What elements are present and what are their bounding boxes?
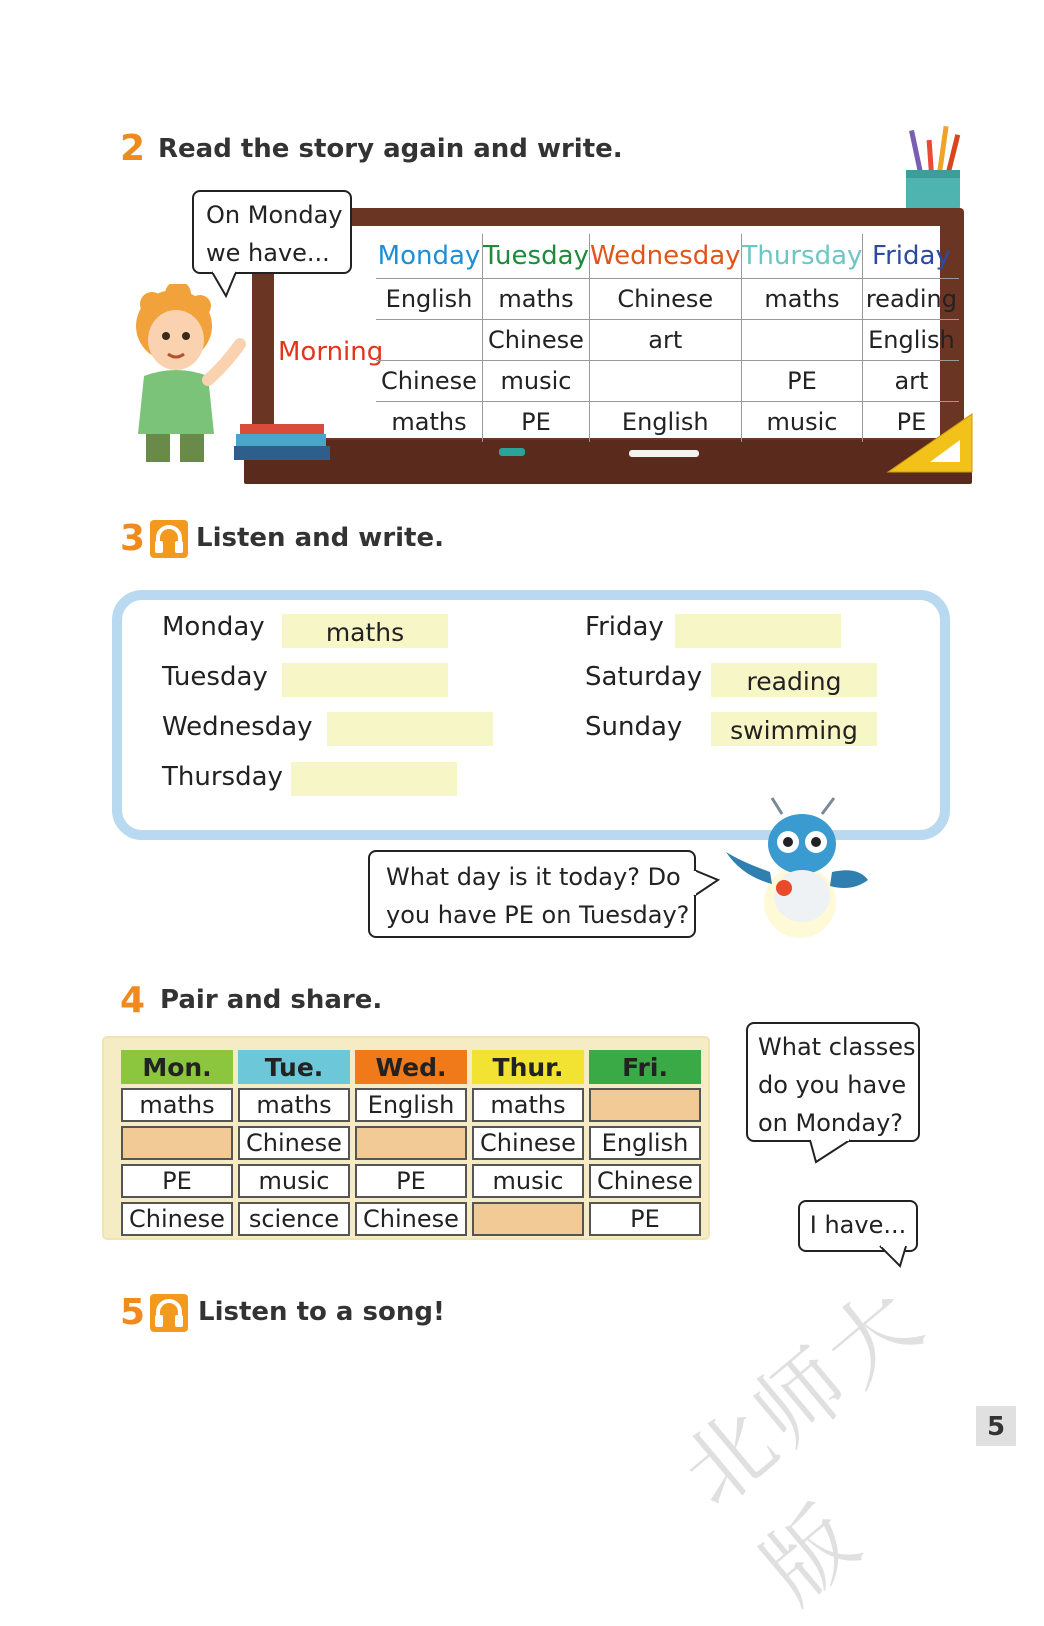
day-label-tuesday: Tuesday: [162, 662, 268, 692]
blank-cell[interactable]: [121, 1126, 233, 1160]
cell: PE: [355, 1164, 467, 1198]
section-3-title: Listen and write.: [196, 523, 444, 553]
cell: Chinese: [376, 361, 483, 402]
cell: maths: [376, 402, 483, 443]
answer-field-saturday[interactable]: reading: [711, 663, 877, 697]
answer-field-tuesday[interactable]: [282, 663, 448, 697]
cell: music: [472, 1164, 584, 1198]
headphones-icon[interactable]: [150, 520, 188, 558]
cell: PE: [121, 1164, 233, 1198]
section-4-title: Pair and share.: [160, 985, 383, 1015]
pencil-cup-illustration: [900, 120, 972, 212]
section-2-number: 2: [120, 128, 146, 169]
header-thur: Thur.: [472, 1050, 584, 1084]
timetable-row: [376, 320, 959, 361]
pair-share-schedule: [116, 1046, 706, 1240]
cell: PE: [741, 361, 863, 402]
day-label-thursday: Thursday: [162, 762, 283, 792]
day-tuesday: Tuesday: [483, 234, 590, 279]
bubble-line: we have...: [206, 239, 330, 267]
row-label-morning: Morning: [278, 337, 384, 367]
blank-cell[interactable]: [355, 1126, 467, 1160]
bubble-line: on Monday?: [758, 1109, 904, 1137]
timetable-header-row: [376, 234, 959, 279]
day-thursday: Thursday: [741, 234, 863, 279]
day-wednesday: Wednesday: [590, 234, 742, 279]
schedule-header-row: [121, 1050, 701, 1084]
section-2-title: Read the story again and write.: [158, 134, 623, 164]
answer-field-wednesday[interactable]: [327, 712, 493, 746]
cell: English: [376, 279, 483, 320]
cell: maths: [741, 279, 863, 320]
cell: Chinese: [472, 1126, 584, 1160]
cell: music: [483, 361, 590, 402]
headphones-icon[interactable]: [150, 1294, 188, 1332]
cell: Chinese: [483, 320, 590, 361]
blank-cell[interactable]: [589, 1088, 701, 1122]
cell: PE: [896, 408, 927, 436]
page-number: 5: [976, 1406, 1016, 1446]
cell: PE: [483, 402, 590, 443]
section-5-title: Listen to a song!: [198, 1297, 445, 1327]
answer-field-monday[interactable]: maths: [282, 614, 448, 648]
cell: English: [589, 1126, 701, 1160]
chalk-stick: [629, 450, 699, 457]
cell: maths: [121, 1088, 233, 1122]
chalk-eraser: [499, 448, 525, 456]
bubble-line: you have PE on Tuesday?: [386, 901, 690, 929]
header-mon: Mon.: [121, 1050, 233, 1084]
cell: music: [741, 402, 863, 443]
cell: PE: [589, 1202, 701, 1236]
section-5-number: 5: [120, 1292, 146, 1333]
header-fri: Fri.: [589, 1050, 701, 1084]
cell: Chinese: [121, 1202, 233, 1236]
timetable: [376, 234, 959, 442]
bubble-line: do you have: [758, 1071, 907, 1099]
cell: art: [863, 361, 960, 402]
answer-field-sunday[interactable]: swimming: [711, 712, 877, 746]
cell: English: [355, 1088, 467, 1122]
cell: maths: [472, 1088, 584, 1122]
cell: reading: [863, 279, 960, 320]
timetable-row: [376, 402, 959, 443]
cell: Chinese: [589, 1164, 701, 1198]
cell: [376, 320, 483, 361]
section-4-number: 4: [120, 980, 146, 1021]
section-3-number: 3: [120, 518, 146, 559]
cell: maths: [238, 1088, 350, 1122]
bubble-line: What classes: [758, 1033, 916, 1061]
speech-bubble-what-day: [368, 850, 696, 938]
schedule-row: [121, 1088, 701, 1122]
bubble-line: What day is it today? Do: [386, 863, 681, 891]
watermark: 北师大版: [661, 1265, 945, 1623]
schedule-row: [121, 1202, 701, 1236]
cell: English: [863, 320, 960, 361]
boy-illustration: [122, 284, 258, 468]
bubble-tail: [692, 866, 722, 902]
cell: science: [238, 1202, 350, 1236]
schedule-row: [121, 1126, 701, 1160]
speech-bubble-on-monday: [192, 190, 352, 274]
cell: English: [590, 402, 742, 443]
cell: [741, 320, 863, 361]
answer-field-friday[interactable]: [675, 614, 841, 648]
day-label-saturday: Saturday: [585, 662, 703, 692]
header-tue: Tue.: [238, 1050, 350, 1084]
header-wed: Wed.: [355, 1050, 467, 1084]
day-label-sunday: Sunday: [585, 712, 683, 742]
cell: [590, 361, 742, 402]
day-label-monday: Monday: [162, 612, 265, 642]
robot-mascot: [722, 792, 872, 942]
cell: Chinese: [590, 279, 742, 320]
answer-field-thursday[interactable]: [291, 762, 457, 796]
cell: Chinese: [355, 1202, 467, 1236]
cell: Chinese: [238, 1126, 350, 1160]
day-label-friday: Friday: [585, 612, 664, 642]
speech-bubble-what-classes: [746, 1022, 920, 1142]
cell: art: [590, 320, 742, 361]
schedule-row: [121, 1164, 701, 1198]
day-label-wednesday: Wednesday: [162, 712, 313, 742]
cell: maths: [483, 279, 590, 320]
timetable-row: [376, 279, 959, 320]
timetable-row: [376, 361, 959, 402]
speech-bubble-i-have: I have...: [798, 1200, 918, 1252]
bubble-line: On Monday: [206, 201, 343, 229]
blank-cell[interactable]: [472, 1202, 584, 1236]
cell: music: [238, 1164, 350, 1198]
day-friday: Friday: [863, 234, 960, 279]
bubble-tail: [206, 270, 246, 298]
board-ledge: [244, 440, 972, 484]
bubble-tail: [806, 1138, 856, 1166]
day-monday: Monday: [376, 234, 483, 279]
